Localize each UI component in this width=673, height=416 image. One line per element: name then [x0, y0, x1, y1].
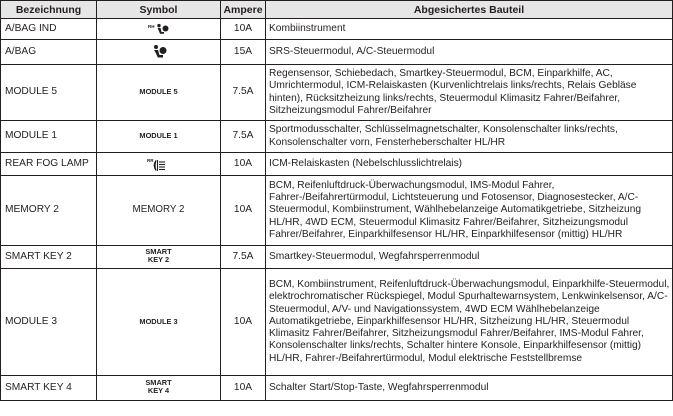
header-name: Bezeichnung — [1, 1, 97, 19]
table-row — [1, 153, 673, 176]
fuse-part: Smartkey-Steuermodul, Wegfahrsperrenmodul — [266, 246, 673, 269]
fuse-name: A/BAG — [1, 40, 97, 65]
table-row — [1, 176, 673, 246]
fuse-name: SMART KEY 4 — [1, 376, 97, 401]
fuse-ampere: 10A — [221, 19, 266, 40]
fuse-name: A/BAG IND — [1, 19, 97, 40]
fuse-ampere: 7.5A — [221, 246, 266, 269]
symbol-label: MODULE 1 — [139, 131, 178, 141]
table-row — [1, 246, 673, 269]
table-row — [1, 19, 673, 40]
header-ampere: Ampere — [221, 1, 266, 19]
rear-fog-prefix: RR — [146, 158, 153, 163]
fuse-ampere: 10A — [221, 376, 266, 401]
airbag-indicator-icon — [148, 23, 170, 35]
fuse-symbol — [97, 40, 221, 65]
symbol-line-2: KEY 2 — [147, 255, 170, 265]
fuse-symbol — [97, 121, 221, 153]
fuse-part: BCM, Reifenluftdruck-Überwachungsmodul, IMS-Modul Fahrer, Fahrer-/Beifahrertürmodul, Lichtsteuerung und Fotosensor, Diagnosestecker, A/C-Steuermodul, Kombiinstrument, Wählhebelanzeige Automatikgetriebe, Sitzheizung HL/HR, 4WD ECM, Steuermodul Klimasitz Fahrer/Beifahrer, Sitzheizungsmodul Fahrer/Beifahrer, Einparkhilfesensor HL/HR, Einparkhilfesensor (mittig) HL/HR — [266, 176, 673, 246]
fuse-part: Schalter Start/Stop-Taste, Wegfahrsperrenmodul — [266, 376, 673, 401]
fuse-name: MODULE 3 — [1, 269, 97, 376]
fuse-symbol — [97, 19, 221, 40]
symbol-line-2: KEY 4 — [147, 386, 170, 396]
fuse-name: SMART KEY 2 — [1, 246, 97, 269]
fuse-symbol — [97, 269, 221, 376]
fuse-part: BCM, Kombiinstrument, Reifenluftdruck-Überwachungsmodul, Einparkhilfe-Steuermodul, elektrochromatischer Rückspiegel, Modul Spurhaltewarnsystem, Lenkwinkelsensor, A/C-Steuermodul, A/V- und Navigationssystem, 4WD ECM Wählhebelanzeige Automatikgetriebe, Einparkhilfesensor HL/HR, Sitzheizung HL/HR, Steuermodul Klimasitz Fahrer/Beifahrer, Sitzheizungsmodul Fahrer/Beifahrer, IMS-Modul Fahrer, Konsolenschalter links/rechts, Schalter hintere Konsole, Einparkhilfesensor (mittig) HL/HR, Fahrer-/Beifahrertürmodul, Modul elektrische Feststellbremse — [266, 269, 673, 376]
fuse-name: REAR FOG LAMP — [1, 153, 97, 176]
fuse-part: Sportmodusschalter, Schlüsselmagnetschalter, Konsolenschalter links/rechts, Konsolenschalter vorn, Fensterheberschalter HL/HR — [266, 121, 673, 153]
fuse-name: MODULE 1 — [1, 121, 97, 153]
airbag-icon — [151, 44, 167, 60]
fuse-symbol — [97, 246, 221, 269]
fuse-name: MODULE 5 — [1, 65, 97, 121]
table-row — [1, 376, 673, 401]
symbol-line-1: SMART — [145, 377, 172, 387]
fuse-part: Regensensor, Schiebedach, Smartkey-Steuermodul, BCM, Einparkhilfe, AC, Umrichtermodul, ICM-Relaiskasten (Kurvenlichtrelais links/rechts, Relais Gebläse hinten), Rücksitzheizung links/rechts, Steuermodul Klimasitz Fahrer/Beifahrer, Sitzheizungsmodul Fahrer/Beifahrer — [266, 65, 673, 121]
fuse-ampere: 15A — [221, 40, 266, 65]
symbol-label: MEMORY 2 — [132, 204, 185, 216]
fuse-symbol — [97, 153, 221, 176]
fuse-ampere: 10A — [221, 269, 266, 376]
table-row — [1, 121, 673, 153]
fuse-ampere: 10A — [221, 153, 266, 176]
table-row — [1, 40, 673, 65]
table-row — [1, 269, 673, 376]
fuse-symbol — [97, 65, 221, 121]
header-symbol: Symbol — [97, 1, 221, 19]
header-row — [1, 1, 673, 19]
fuse-part: ICM-Relaiskasten (Nebelschlusslichtrelais) — [266, 153, 673, 176]
symbol-line-1: SMART — [145, 246, 172, 256]
symbol-label: MODULE 3 — [139, 316, 178, 326]
fuse-symbol — [97, 376, 221, 401]
fuse-ampere: 10A — [221, 176, 266, 246]
table-row — [1, 65, 673, 121]
header-part: Abgesichertes Bauteil — [266, 1, 673, 19]
fuse-part: SRS-Steuermodul, A/C-Steuermodul — [266, 40, 673, 65]
symbol-label — [145, 248, 171, 265]
fuse-part: Kombiinstrument — [266, 19, 673, 40]
svg-text:RH: RH — [147, 23, 154, 29]
symbol-label — [145, 379, 171, 396]
rear-fog-lamp-icon — [147, 157, 171, 171]
fuse-symbol — [97, 176, 221, 246]
symbol-label: MODULE 5 — [139, 87, 178, 97]
fuse-ampere: 7.5A — [221, 121, 266, 153]
fuse-name: MEMORY 2 — [1, 176, 97, 246]
fuse-ampere: 7.5A — [221, 65, 266, 121]
